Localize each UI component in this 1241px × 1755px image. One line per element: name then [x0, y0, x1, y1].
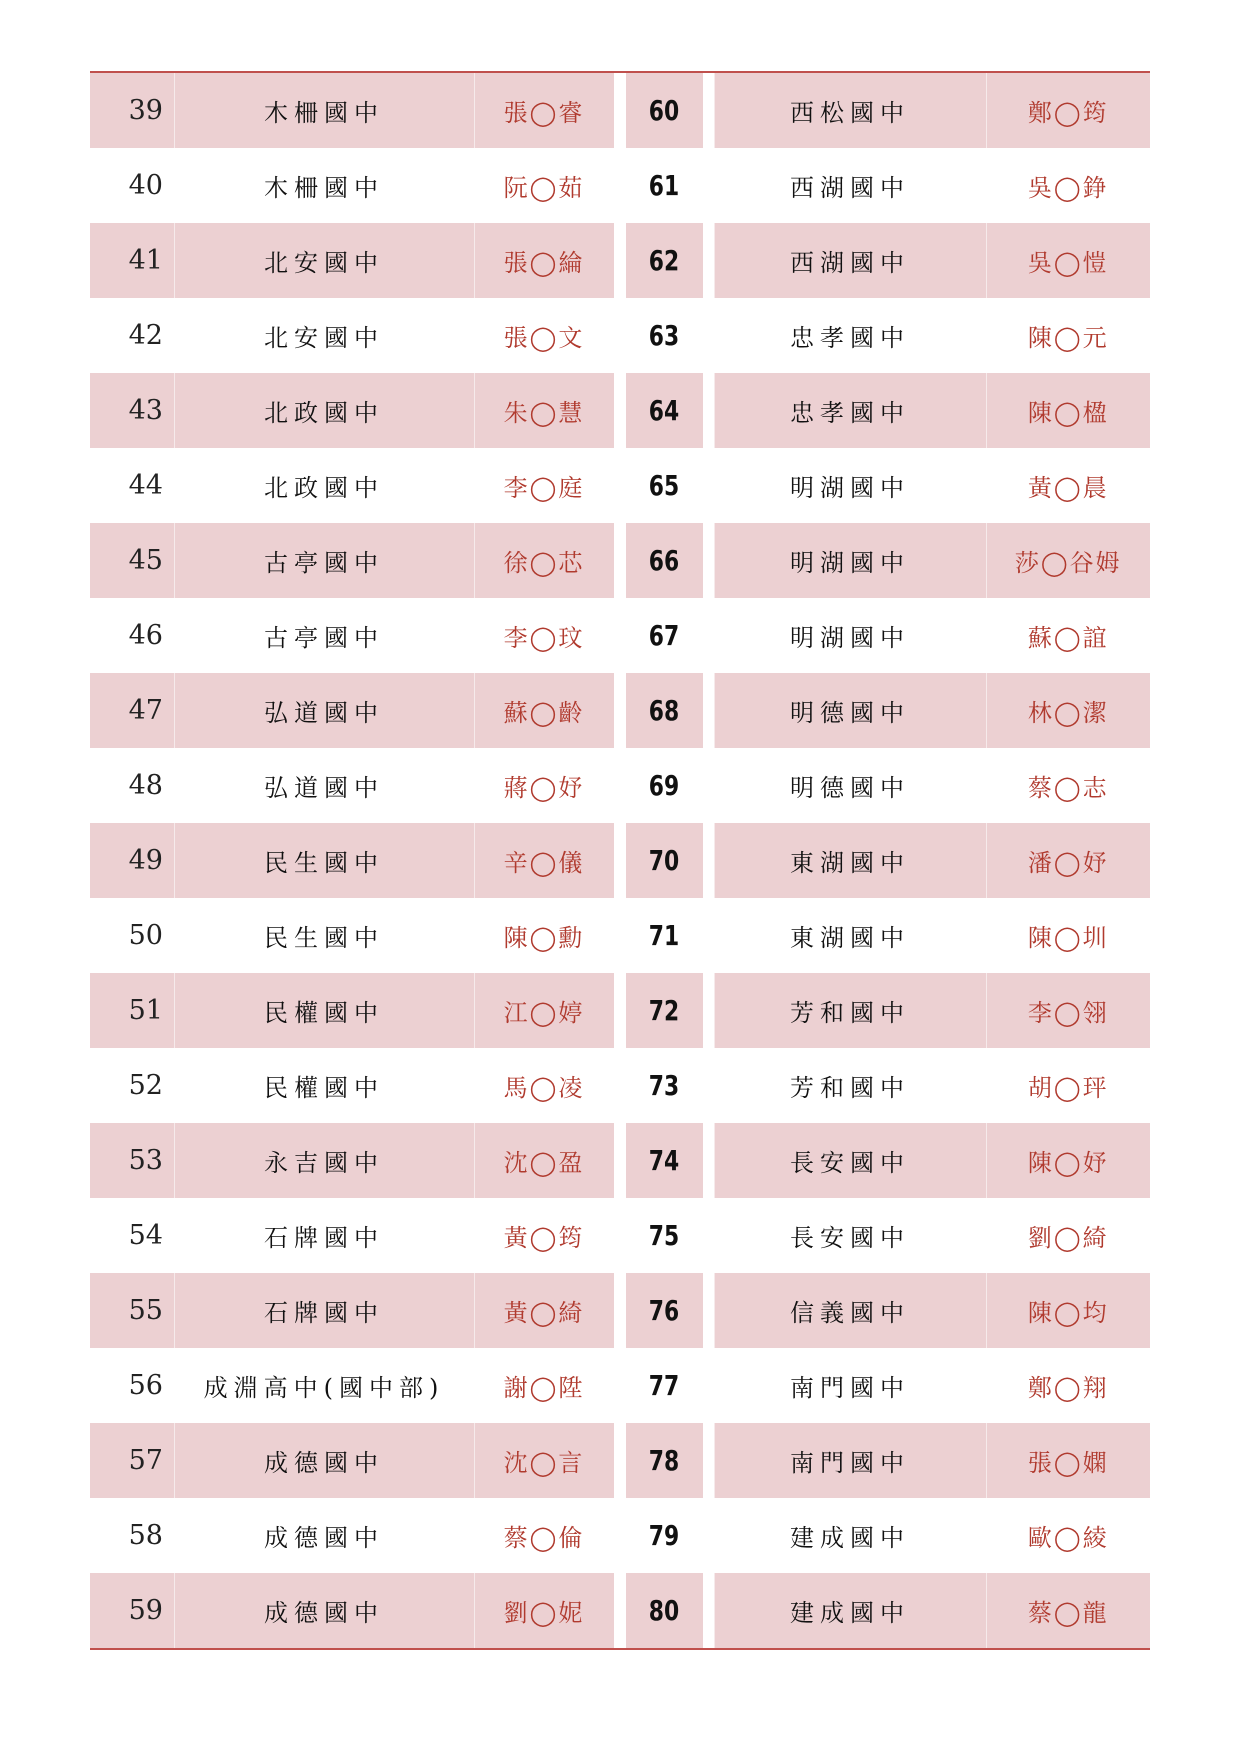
school-name: 長安國中 [714, 1123, 986, 1198]
table-row [90, 223, 1150, 298]
student-name: 蔡◯龍 [986, 1573, 1150, 1648]
roster-table-container [90, 71, 1150, 1650]
student-name: 張◯睿 [474, 73, 614, 148]
school-name: 弘道國中 [174, 748, 474, 823]
student-name: 黃◯晨 [986, 448, 1150, 523]
table-row [90, 1048, 1150, 1123]
bottom-rule [90, 1648, 1150, 1650]
student-name: 辛◯儀 [474, 823, 614, 898]
school-name: 明德國中 [714, 748, 986, 823]
entry-number: 64 [625, 373, 703, 448]
student-name: 鄭◯翔 [986, 1348, 1150, 1423]
school-name: 明德國中 [714, 673, 986, 748]
entry-number: 47 [90, 673, 174, 748]
entry-number: 67 [625, 598, 703, 673]
school-name: 芳和國中 [714, 973, 986, 1048]
entry-number: 45 [90, 523, 174, 598]
school-name: 北安國中 [174, 223, 474, 298]
school-name: 南門國中 [714, 1423, 986, 1498]
school-name: 南門國中 [714, 1348, 986, 1423]
roster-table [90, 73, 1150, 1648]
school-name: 民權國中 [174, 1048, 474, 1123]
student-name: 蔡◯倫 [474, 1498, 614, 1573]
student-name: 劉◯妮 [474, 1573, 614, 1648]
student-name: 謝◯陞 [474, 1348, 614, 1423]
school-name: 芳和國中 [714, 1048, 986, 1123]
student-name: 黃◯筠 [474, 1198, 614, 1273]
student-name: 阮◯茹 [474, 148, 614, 223]
school-name: 木柵國中 [174, 73, 474, 148]
entry-number: 74 [625, 1123, 703, 1198]
table-row [90, 598, 1150, 673]
table-row [90, 1198, 1150, 1273]
school-name: 忠孝國中 [714, 373, 986, 448]
table-row [90, 973, 1150, 1048]
entry-number: 57 [90, 1423, 174, 1498]
table-row [90, 1348, 1150, 1423]
entry-number: 53 [90, 1123, 174, 1198]
entry-number: 76 [625, 1273, 703, 1348]
school-name: 明湖國中 [714, 598, 986, 673]
school-name: 建成國中 [714, 1498, 986, 1573]
school-name: 北安國中 [174, 298, 474, 373]
school-name: 古亭國中 [174, 523, 474, 598]
school-name: 民權國中 [174, 973, 474, 1048]
entry-number: 68 [625, 673, 703, 748]
student-name: 陳◯楹 [986, 373, 1150, 448]
school-name: 成德國中 [174, 1498, 474, 1573]
table-row [90, 448, 1150, 523]
entry-number: 79 [625, 1498, 703, 1573]
table-row [90, 673, 1150, 748]
student-name: 陳◯勳 [474, 898, 614, 973]
table-row [90, 1573, 1150, 1648]
school-name: 明湖國中 [714, 523, 986, 598]
school-name: 北政國中 [174, 373, 474, 448]
entry-number: 48 [128, 770, 163, 801]
student-name: 陳◯圳 [986, 898, 1150, 973]
entry-number: 77 [625, 1348, 703, 1423]
entry-number: 60 [625, 73, 703, 148]
entry-number: 46 [128, 620, 163, 651]
school-name: 明湖國中 [714, 448, 986, 523]
student-name: 張◯文 [474, 298, 614, 373]
student-name: 吳◯錚 [986, 148, 1150, 223]
school-name: 木柵國中 [174, 148, 474, 223]
school-name: 東湖國中 [714, 898, 986, 973]
student-name: 沈◯言 [474, 1423, 614, 1498]
entry-number: 70 [625, 823, 703, 898]
student-name: 張◯綸 [474, 223, 614, 298]
student-name: 胡◯玶 [986, 1048, 1150, 1123]
school-name: 信義國中 [714, 1273, 986, 1348]
student-name: 朱◯慧 [474, 373, 614, 448]
student-name: 陳◯妤 [986, 1123, 1150, 1198]
entry-number: 66 [625, 523, 703, 598]
entry-number: 62 [625, 223, 703, 298]
student-name: 潘◯妤 [986, 823, 1150, 898]
student-name: 黃◯綺 [474, 1273, 614, 1348]
school-name: 北政國中 [174, 448, 474, 523]
school-name: 成德國中 [174, 1423, 474, 1498]
school-name: 成德國中 [174, 1573, 474, 1648]
entry-number: 69 [625, 748, 703, 823]
student-name: 吳◯愷 [986, 223, 1150, 298]
entry-number: 78 [625, 1423, 703, 1498]
entry-number: 52 [128, 1070, 163, 1101]
student-name: 張◯嫻 [986, 1423, 1150, 1498]
entry-number: 44 [128, 470, 163, 501]
school-name: 民生國中 [174, 898, 474, 973]
student-name: 莎◯谷姆 [986, 523, 1150, 598]
entry-number: 58 [128, 1520, 163, 1551]
table-row [90, 1273, 1150, 1348]
table-row [90, 148, 1150, 223]
table-row [90, 298, 1150, 373]
school-name: 弘道國中 [174, 673, 474, 748]
entry-number: 80 [625, 1573, 703, 1648]
entry-number: 49 [90, 823, 174, 898]
school-name: 東湖國中 [714, 823, 986, 898]
school-name: 石牌國中 [174, 1198, 474, 1273]
school-name: 成淵高中(國中部) [174, 1348, 474, 1423]
student-name: 蔣◯妤 [474, 748, 614, 823]
table-row [90, 523, 1150, 598]
entry-number: 42 [128, 320, 163, 351]
student-name: 李◯庭 [474, 448, 614, 523]
school-name: 西松國中 [714, 73, 986, 148]
school-name: 石牌國中 [174, 1273, 474, 1348]
student-name: 蔡◯志 [986, 748, 1150, 823]
table-row [90, 823, 1150, 898]
student-name: 鄭◯筠 [986, 73, 1150, 148]
entry-number: 75 [625, 1198, 703, 1273]
entry-number: 63 [625, 298, 703, 373]
student-name: 林◯潔 [986, 673, 1150, 748]
entry-number: 61 [625, 148, 703, 223]
table-row [90, 73, 1150, 148]
table-row [90, 1123, 1150, 1198]
school-name: 建成國中 [714, 1573, 986, 1648]
student-name: 李◯玟 [474, 598, 614, 673]
entry-number: 73 [625, 1048, 703, 1123]
entry-number: 54 [128, 1220, 163, 1251]
school-name: 長安國中 [714, 1198, 986, 1273]
entry-number: 51 [90, 973, 174, 1048]
entry-number: 71 [625, 898, 703, 973]
entry-number: 56 [128, 1370, 163, 1401]
school-name: 古亭國中 [174, 598, 474, 673]
student-name: 陳◯均 [986, 1273, 1150, 1348]
student-name: 蘇◯齡 [474, 673, 614, 748]
student-name: 沈◯盈 [474, 1123, 614, 1198]
table-row [90, 373, 1150, 448]
student-name: 江◯婷 [474, 973, 614, 1048]
school-name: 永吉國中 [174, 1123, 474, 1198]
school-name: 西湖國中 [714, 223, 986, 298]
entry-number: 72 [625, 973, 703, 1048]
entry-number: 40 [128, 170, 163, 201]
student-name: 馬◯凌 [474, 1048, 614, 1123]
student-name: 陳◯元 [986, 298, 1150, 373]
table-row [90, 898, 1150, 973]
school-name: 民生國中 [174, 823, 474, 898]
student-name: 李◯翎 [986, 973, 1150, 1048]
student-name: 歐◯綾 [986, 1498, 1150, 1573]
table-row [90, 1423, 1150, 1498]
entry-number: 59 [90, 1573, 174, 1648]
student-name: 徐◯芯 [474, 523, 614, 598]
entry-number: 65 [625, 448, 703, 523]
entry-number: 50 [128, 920, 163, 951]
school-name: 西湖國中 [714, 148, 986, 223]
school-name: 忠孝國中 [714, 298, 986, 373]
student-name: 劉◯綺 [986, 1198, 1150, 1273]
table-row [90, 1498, 1150, 1573]
table-row [90, 748, 1150, 823]
roster-table-body [90, 73, 1150, 1648]
student-name: 蘇◯誼 [986, 598, 1150, 673]
entry-number: 43 [90, 373, 174, 448]
entry-number: 55 [90, 1273, 174, 1348]
entry-number: 39 [90, 73, 174, 148]
entry-number: 41 [90, 223, 174, 298]
